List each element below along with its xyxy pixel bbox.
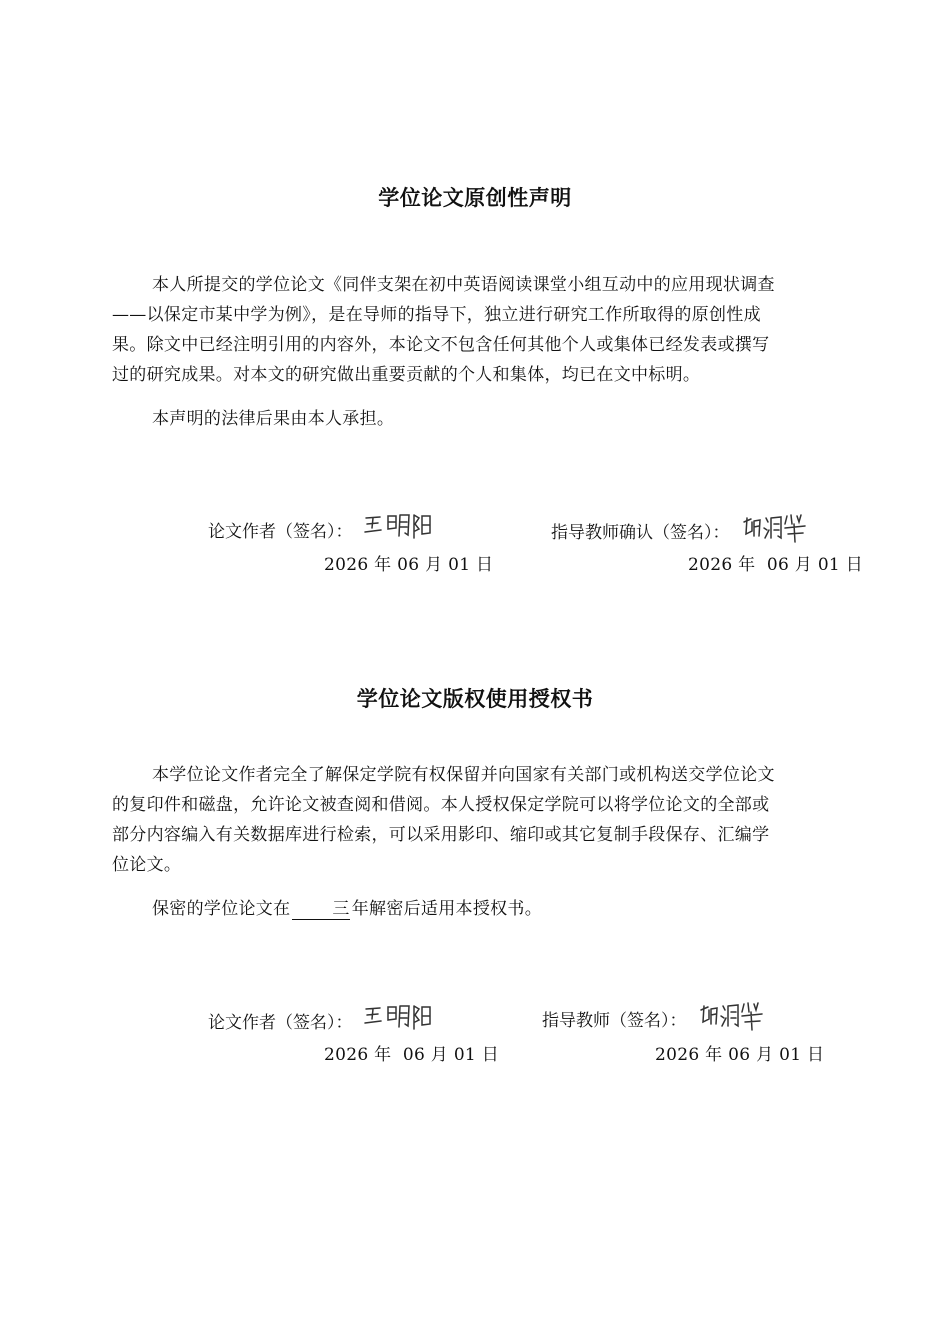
confidentiality-years: 三: [292, 899, 349, 920]
copyright-advisor-handwritten-signature: [698, 1000, 768, 1037]
author-signature-label: 论文作者（签名）：: [208, 522, 353, 542]
originality-line-2: ——以保定市某中学为例》，是在导师的指导下，独立进行研究工作所取得的原创性成: [112, 305, 761, 325]
copyright-advisor-signature-row: [542, 1000, 768, 1037]
confidentiality-note: [112, 894, 860, 924]
copyright-line-2: 的复印件和磁盘，允许论文被查阅和借阅。本人授权保定学院可以将学位论文的全部或: [112, 795, 770, 815]
advisor-confirm-signature-label: 指导教师确认（签名）：: [551, 523, 730, 543]
originality-line-1: 本人所提交的学位论文《同伴支架在初中英语阅读课堂小组互动中的应用现状调查: [152, 275, 775, 295]
originality-legal-note: 本声明的法律后果由本人承担。: [152, 409, 395, 429]
originality-author-signature-row: [208, 512, 434, 547]
originality-line-4: 过的研究成果。对本文的研究做出重要贡献的个人和集体，均已在文中标明。: [112, 365, 701, 385]
advisor-handwritten-signature: [741, 512, 811, 549]
copyright-title: 学位论文版权使用授权书: [356, 687, 594, 711]
copyright-line-1: 本学位论文作者完全了解保定学院有权保留并向国家有关部门或机构送交学位论文: [152, 765, 775, 785]
confidentiality-prefix: 保密的学位论文在: [152, 899, 291, 919]
originality-paragraph: [112, 270, 860, 390]
originality-author-date: 2026 年 06 月 01 日: [324, 555, 494, 575]
copyright-author-signature-row: [208, 1003, 434, 1038]
copyright-line-3: 部分内容编入有关数据库进行检索，可以采用影印、缩印或其它复制手段保存、汇编学: [112, 825, 770, 845]
copyright-author-date: 2026 年 06 月 01 日: [324, 1045, 500, 1065]
copyright-advisor-signature-label: 指导教师（签名）：: [542, 1011, 687, 1031]
copyright-author-handwritten-signature: [364, 1003, 434, 1038]
originality-line-3: 果。除文中已经注明引用的内容外，本论文不包含任何其他个人或集体已经发表或撰写: [112, 335, 770, 355]
copyright-advisor-date: 2026 年 06 月 01 日: [655, 1045, 825, 1065]
originality-title: 学位论文原创性声明: [378, 186, 572, 210]
copyright-author-signature-label: 论文作者（签名）：: [208, 1013, 353, 1033]
author-handwritten-signature: [364, 512, 434, 547]
copyright-paragraph: [112, 760, 860, 880]
originality-advisor-date: 2026 年 06 月 01 日: [688, 555, 864, 575]
confidentiality-suffix: 年解密后适用本授权书。: [351, 899, 543, 919]
copyright-line-4: 位论文。: [112, 855, 182, 875]
originality-advisor-signature-row: [551, 512, 811, 549]
